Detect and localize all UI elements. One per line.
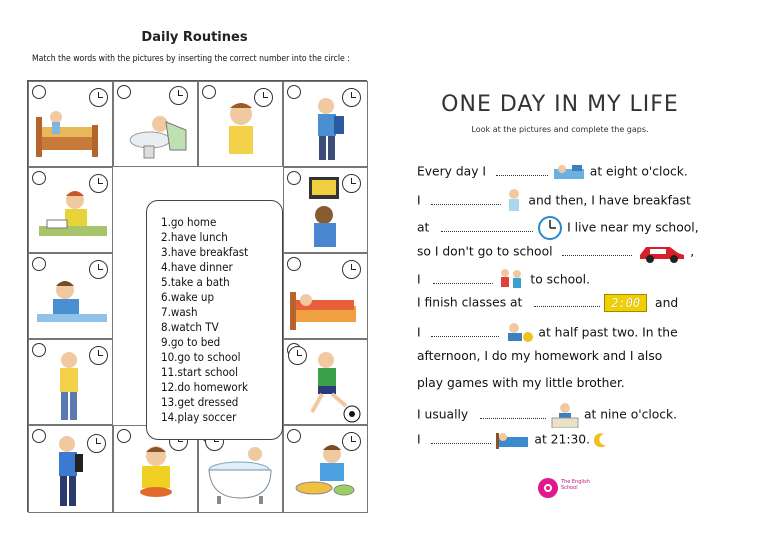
daily-routines-sheet [22, 22, 367, 517]
story-text: at [417, 220, 430, 235]
verb-list-item: 11.start school [161, 365, 238, 379]
answer-circle[interactable] [287, 171, 301, 185]
answer-circle[interactable] [32, 171, 46, 185]
story-text: Every day I [417, 164, 487, 179]
story-text: at eight o'clock. [589, 164, 688, 179]
verb-list-item: 8.watch TV [161, 320, 219, 334]
child-watching-tv-picture [304, 173, 354, 251]
story-text: at half past two. In the [538, 325, 678, 340]
picture-cell-wake-up [28, 81, 113, 167]
verb-list-item: 2.have lunch [161, 230, 228, 244]
verb-list-item: 6.wake up [161, 290, 215, 304]
picture-cell-go-home [28, 425, 113, 513]
clock-icon [342, 260, 361, 279]
child-reading-at-desk-picture [35, 274, 109, 334]
school-logo-text: The English School [561, 479, 590, 491]
child-eating-dinner-picture [124, 440, 190, 510]
right-instruction: Look at the pictures and complete the gaps. [471, 125, 649, 134]
story-text: and then, I have breakfast [528, 193, 691, 208]
story-text: and [655, 295, 679, 310]
picture-cell-watch-tv [283, 167, 368, 253]
verb-list-item: 9.go to bed [161, 335, 221, 349]
child-washing-face-picture [122, 102, 194, 162]
left-title: Daily Routines [141, 30, 248, 45]
answer-circle[interactable] [32, 429, 46, 443]
answer-circle[interactable] [287, 257, 301, 271]
story-text: afternoon, I do my homework and I also [417, 349, 663, 363]
answer-blank[interactable] [534, 296, 600, 307]
child-waking-up-in-bed-picture [34, 107, 104, 162]
picture-cell-brush-teeth [198, 81, 283, 167]
children-walking-icon [496, 267, 526, 293]
child-at-lunch-icon [502, 321, 534, 345]
child-in-bathtub-picture [203, 440, 281, 510]
answer-circle[interactable] [287, 85, 301, 99]
picture-cell-have-breakfast [283, 425, 368, 513]
child-at-desk-icon [550, 402, 580, 428]
right-title: ONE DAY IN MY LIFE [441, 92, 679, 117]
answer-blank[interactable] [431, 326, 499, 337]
story-text: I [417, 193, 421, 208]
story-text: so I don't go to school [417, 244, 553, 259]
child-eating-picture [211, 96, 271, 164]
picture-cell-have-lunch [28, 253, 113, 339]
verb-list-item: 13.get dressed [161, 395, 239, 409]
story-text: I finish classes at [417, 295, 523, 310]
school-logo-icon [538, 478, 558, 498]
story-line-5 [417, 267, 590, 293]
verb-list-item: 10.go to school [161, 350, 241, 364]
answer-blank[interactable] [431, 433, 491, 444]
story-line-8 [417, 349, 662, 363]
picture-cell-get-dressed [28, 339, 113, 425]
picture-cell-play-soccer [283, 339, 368, 425]
child-sleeping-icon [494, 429, 530, 451]
child-in-bed-icon [552, 161, 586, 183]
story-text: I live near my school, [567, 220, 699, 235]
story-text: I [417, 432, 421, 447]
story-text: at nine o'clock. [583, 407, 678, 422]
answer-circle[interactable] [32, 257, 46, 271]
story-line-7 [417, 321, 678, 345]
story-text: to school. [530, 272, 590, 287]
clock-icon [89, 88, 108, 107]
child-washing-icon [504, 187, 524, 215]
answer-blank[interactable] [431, 194, 501, 205]
answer-blank[interactable] [433, 273, 493, 284]
story-line-6 [417, 294, 678, 312]
story-line-4 [417, 241, 694, 263]
story-text: I usually [417, 407, 469, 422]
verb-list-item: 4.have dinner [161, 260, 233, 274]
story-line-1 [417, 161, 688, 183]
verb-list-item: 5.take a bath [161, 275, 230, 289]
verb-list-item: 12.do homework [161, 380, 248, 394]
answer-blank[interactable] [441, 221, 533, 232]
story-text: play games with my little brother. [417, 376, 625, 390]
story-text: at 21:30. [534, 432, 591, 447]
car-icon [636, 241, 686, 263]
picture-cell-do-homework [28, 167, 113, 253]
child-getting-dressed-picture [47, 350, 97, 424]
digital-clock: 2:00 [604, 294, 647, 312]
moon-icon [594, 432, 608, 448]
child-having-meal-picture [290, 440, 364, 510]
answer-blank[interactable] [496, 165, 548, 176]
child-sleeping-in-bed-picture [288, 278, 364, 336]
child-walking-with-backpack-picture [47, 434, 97, 512]
verb-list-item: 14.play soccer [161, 410, 237, 424]
story-text: I [417, 325, 421, 340]
answer-circle[interactable] [117, 85, 131, 99]
verb-list [161, 215, 248, 425]
story-line-3 [417, 215, 699, 241]
verb-list-item: 1.go home [161, 215, 217, 229]
child-with-backpack-picture [304, 94, 354, 166]
picture-cell-go-to-school [283, 81, 368, 167]
child-playing-soccer-picture [294, 350, 366, 424]
verb-list-item: 7.wash [161, 305, 198, 319]
answer-blank[interactable] [480, 408, 546, 419]
story-text: I [417, 272, 421, 287]
story-line-11 [417, 429, 608, 451]
story-line-9 [417, 376, 625, 390]
clock-icon [537, 215, 563, 241]
verb-list-box [146, 200, 283, 440]
story-text: , [690, 244, 695, 259]
story-line-10 [417, 402, 677, 428]
left-instruction: Match the words with the pictures by inserting the correct number into the circle : [32, 54, 350, 64]
answer-circle[interactable] [32, 343, 46, 357]
child-writing-at-desk-picture [37, 186, 109, 248]
verb-list-item: 3.have breakfast [161, 245, 249, 259]
answer-blank[interactable] [562, 245, 632, 256]
answer-circle[interactable] [32, 85, 46, 99]
story-line-2 [417, 187, 691, 215]
picture-cell-wash [113, 81, 198, 167]
picture-cell-go-to-bed [283, 253, 368, 339]
